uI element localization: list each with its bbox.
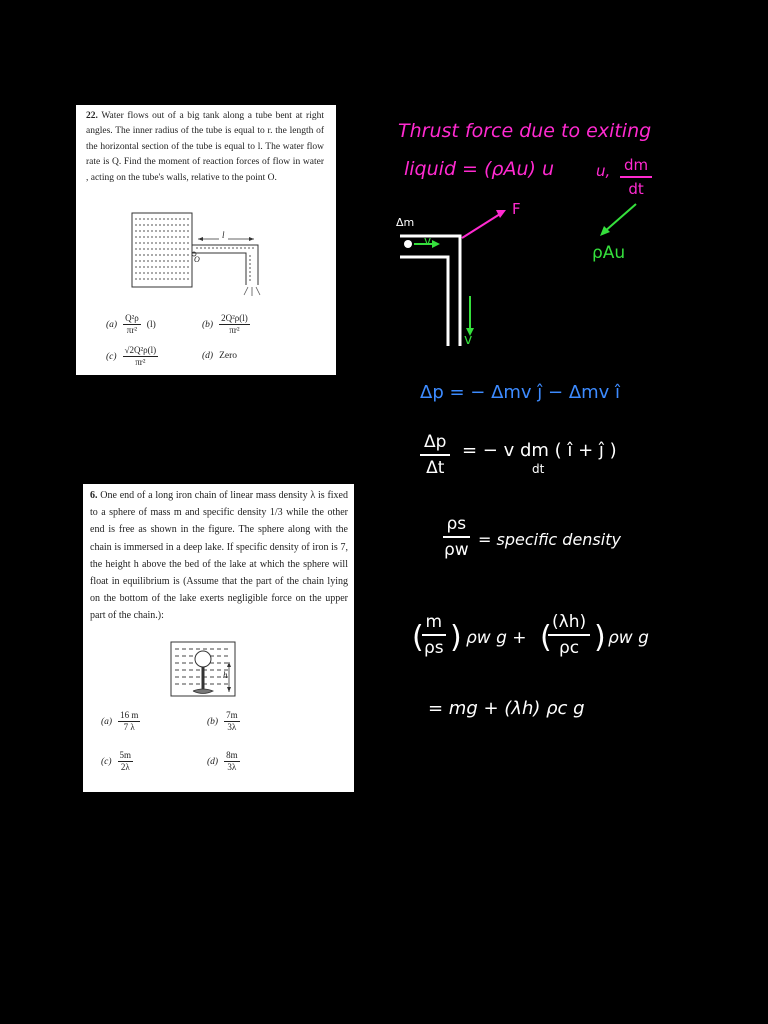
option-label: (b) — [202, 319, 214, 330]
eq-buoy-tail1: ρw g + — [466, 628, 527, 648]
fraction-denominator: ρc — [558, 638, 580, 658]
fraction-numerator: 16 m — [120, 710, 139, 720]
fraction-denominator: 3λ — [227, 722, 237, 732]
eq-rate-rhs: = − v dm ( î + ĵ ) — [462, 440, 617, 461]
option-label: (a) — [101, 716, 113, 727]
note-thrust-line2: liquid = (ρAu) u — [404, 158, 555, 180]
fraction-numerator: 5m — [119, 750, 132, 760]
figure-point-O-label: O — [194, 255, 200, 264]
figure-length-label: l — [219, 230, 228, 240]
fraction-numerator: Q²ρ — [125, 313, 139, 323]
figure-height-label: h — [223, 670, 228, 680]
note-thrust-line1: Thrust force due to exiting — [398, 120, 652, 142]
fraction-denominator: dt — [628, 180, 644, 198]
option-label: (c) — [106, 351, 117, 362]
eq-buoy-result: = mg + (λh) ρc g — [428, 698, 585, 719]
question-22-number: 22. — [86, 111, 98, 121]
fraction-numerator: ρs — [443, 514, 471, 538]
fraction-denominator: πr² — [135, 357, 146, 367]
fraction-numerator: dm — [620, 156, 652, 178]
fraction-denominator: 2λ — [120, 762, 130, 772]
eq-buoy-close2: ) — [594, 620, 606, 655]
eq-density-rhs: = specific density — [478, 530, 621, 549]
eq-rate-dt: dt — [532, 462, 545, 476]
fraction-numerator: (λh) — [548, 612, 590, 636]
fraction-numerator: 8m — [226, 750, 238, 760]
eq-buoy-open2: ( — [540, 620, 552, 655]
fraction-denominator: 7 λ — [123, 722, 135, 732]
fraction-numerator: 7m — [226, 710, 238, 720]
question-22-body: Water flows out of a big tank along a tube bent at right angles. The inner radius of the tube is equal to r. the length of the horizontal section of the tube is equal to l. The water flow rate is Q. Find the moment of reaction forces of flow in water , acting on the tube's walls, relative to the point O. — [86, 111, 324, 183]
fraction-numerator: 2Q²ρ(l) — [221, 313, 248, 323]
eq-buoy-term2 — [548, 612, 590, 658]
fraction-numerator: m — [422, 612, 447, 636]
note-side-u: u, — [596, 162, 611, 180]
question-6-body: One end of a long iron chain of linear mass density λ is fixed to a sphere of mass m and specific density 1/3 while the other end is free as shown in the figure. The sphere along with the chain is immersed in a deep lake. If specific density of iron is 7, the height h above the bed of the lake at which the sphere will float in equilibrium is (Assume that the part of the chain lying on the bottom of the lake exerts negligible force on the upper part of the chain.): — [90, 490, 348, 622]
option-label: (a) — [106, 319, 118, 330]
eq-momentum-change: Δp = − Δmv ĵ − Δmv î — [420, 382, 621, 403]
fraction-numerator: Δp — [420, 432, 450, 456]
option-tail: Zero — [219, 351, 238, 361]
eq-buoy-term1 — [420, 612, 448, 658]
eq-buoy-open1: ( — [412, 620, 424, 655]
fraction-denominator: πr² — [126, 325, 138, 335]
option-label: (c) — [101, 756, 112, 767]
option-tail: (l) — [146, 319, 156, 330]
fraction-denominator: ρs — [424, 638, 444, 658]
note-pAu: ρAu — [592, 243, 626, 263]
note-dm-label: Δm — [396, 216, 415, 229]
question-6-number: 6. — [90, 490, 98, 501]
note-v-label: v — [424, 234, 432, 248]
note-F-label: F — [512, 200, 521, 218]
option-label: (d) — [202, 351, 214, 361]
option-label: (d) — [207, 756, 219, 767]
note-v-down-label: v — [464, 332, 473, 348]
fraction-denominator: Δt — [426, 458, 445, 478]
fraction-numerator: √2Q²ρ(l) — [124, 345, 157, 355]
option-label: (b) — [207, 716, 219, 727]
eq-density-ratio — [440, 514, 473, 560]
fraction-denominator: 3λ — [227, 762, 237, 772]
fraction-denominator: πr² — [229, 325, 240, 335]
eq-buoy-close1: ) — [450, 620, 462, 655]
fraction-denominator: ρw — [444, 540, 469, 560]
eq-buoy-tail2: ρw g — [608, 628, 649, 648]
eq-rate-lhs — [420, 432, 450, 478]
